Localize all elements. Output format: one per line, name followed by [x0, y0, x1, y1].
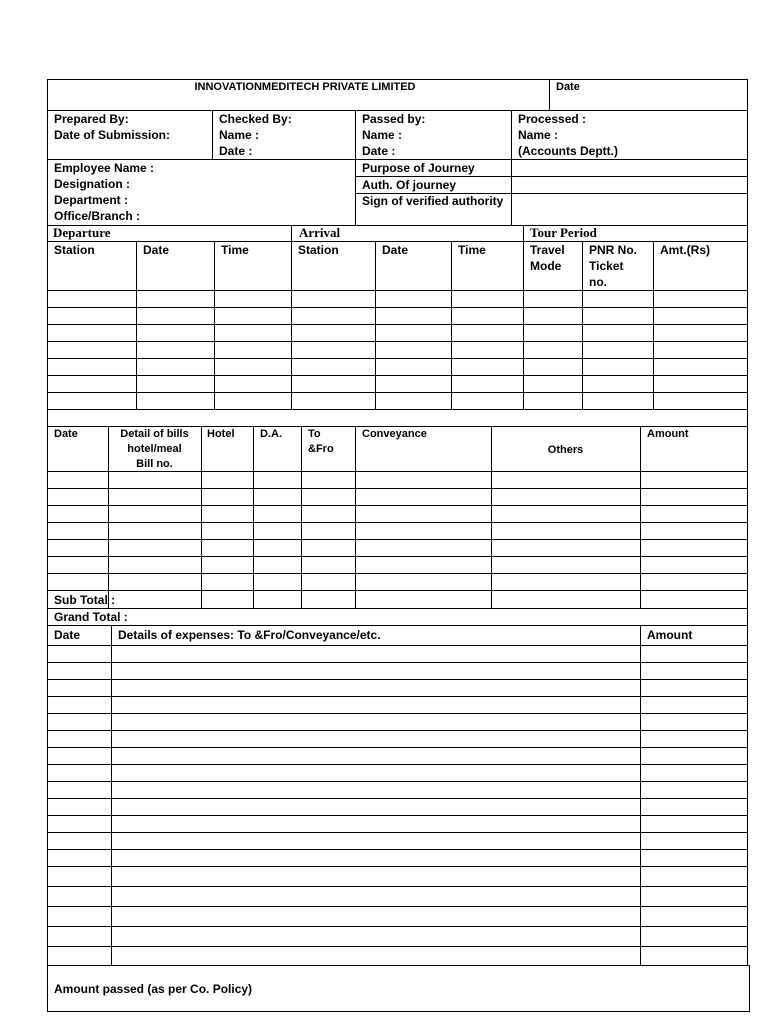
- da-header: D.A.: [260, 428, 282, 440]
- to-fro-header-line1: To: [308, 428, 321, 440]
- detail-of-bills-header-line2: hotel/meal: [127, 443, 182, 455]
- detail-of-bills-header-line1: Detail of bills: [120, 428, 189, 440]
- checked-name-label: Name :: [219, 128, 260, 142]
- expense-date-header: Date: [54, 428, 78, 440]
- pnr-header-line3: no.: [589, 275, 607, 289]
- sub-total-label: Sub Total :: [54, 593, 116, 607]
- departure-station-header: Station: [54, 243, 95, 257]
- arrival-heading: Arrival: [299, 225, 341, 240]
- arrival-station-header: Station: [298, 243, 339, 257]
- checked-date-label: Date :: [219, 144, 253, 158]
- amount-rs-header: Amt.(Rs): [660, 243, 710, 257]
- amount-passed-label: Amount passed (as per Co. Policy): [54, 982, 253, 996]
- to-fro-header-line2: &Fro: [308, 443, 334, 455]
- company-name: INNOVATIONMEDITECH PRIVATE LIMITED: [194, 81, 416, 93]
- conveyance-header: Conveyance: [362, 428, 427, 440]
- passed-by-label: Passed by:: [362, 112, 426, 126]
- date-label: Date: [556, 81, 580, 93]
- details-amount-header: Amount: [647, 628, 693, 642]
- processed-label: Processed :: [518, 112, 587, 126]
- others-header: Others: [547, 444, 584, 456]
- accounts-dept-label: (Accounts Deptt.): [518, 144, 618, 158]
- details-description-header: Details of expenses: To &Fro/Conveyance/etc.: [118, 628, 381, 642]
- prepared-by-label: Prepared By:: [54, 112, 129, 126]
- departure-time-header: Time: [221, 243, 249, 257]
- department-label: Department :: [54, 193, 129, 207]
- details-date-header: Date: [54, 628, 81, 642]
- expense-amount-header: Amount: [647, 428, 689, 440]
- departure-date-header: Date: [143, 243, 170, 257]
- employee-name-label: Employee Name :: [54, 161, 155, 175]
- arrival-time-header: Time: [458, 243, 486, 257]
- tour-period-heading: Tour Period: [530, 225, 597, 240]
- office-branch-label: Office/Branch :: [54, 209, 141, 223]
- arrival-date-header: Date: [382, 243, 409, 257]
- passed-date-label: Date :: [362, 144, 396, 158]
- hotel-header: Hotel: [207, 428, 235, 440]
- detail-of-bills-header-line3: Bill no.: [136, 458, 173, 470]
- date-of-submission-label: Date of Submission:: [54, 128, 171, 142]
- passed-name-label: Name :: [362, 128, 403, 142]
- designation-label: Designation :: [54, 177, 131, 191]
- auth-of-journey-label: Auth. Of journey: [362, 178, 456, 192]
- travel-mode-header-line1: Travel: [530, 243, 565, 257]
- sign-verified-authority-label: Sign of verified authority: [362, 194, 504, 208]
- grand-total-label: Grand Total :: [54, 610, 128, 624]
- processed-name-label: Name :: [518, 128, 559, 142]
- purpose-of-journey-label: Purpose of Journey: [362, 161, 475, 175]
- checked-by-label: Checked By:: [219, 112, 292, 126]
- pnr-header-line2: Ticket: [589, 259, 624, 273]
- pnr-header-line1: PNR No.: [589, 243, 637, 257]
- travel-mode-header-line2: Mode: [530, 259, 562, 273]
- departure-heading: Departure: [53, 225, 111, 240]
